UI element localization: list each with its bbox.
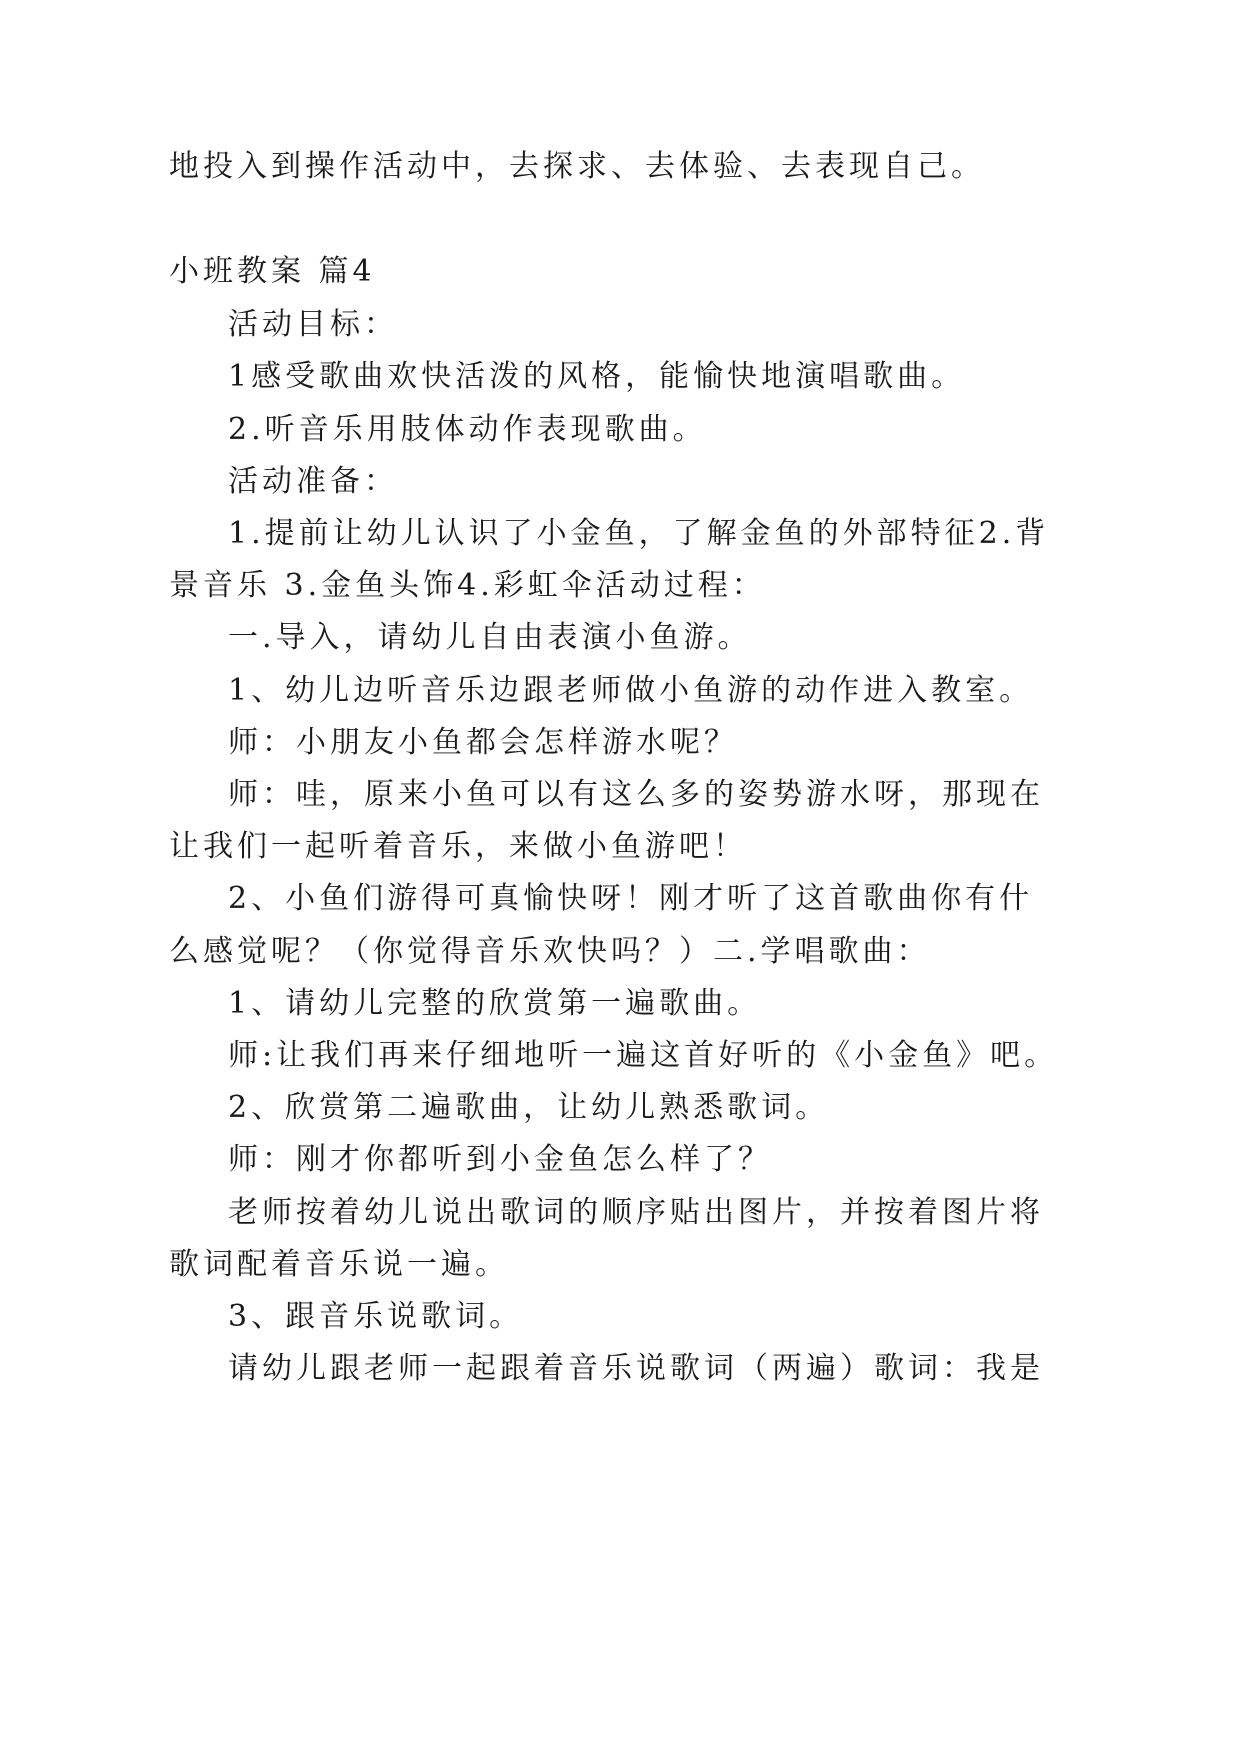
heading-activity-goals: 活动目标：: [228, 307, 398, 342]
teacher-line-2: 师：哇，原来小鱼可以有这么多的姿势游水呀，那现在: [228, 777, 1044, 812]
paragraph-continuation: 地投入到操作活动中，去探求、去体验、去表现自己。: [169, 149, 985, 184]
teacher-action: 老师按着幼儿说出歌词的顺序贴出图片，并按着图片将: [228, 1195, 1044, 1230]
step-1: 1、幼儿边听音乐边跟老师做小鱼游的动作进入教室。: [228, 673, 1034, 708]
teacher-line-1: 师：小朋友小鱼都会怎样游水呢？: [228, 725, 738, 760]
prep-line-1: 1.提前让幼儿认识了小金鱼，了解金鱼的外部特征2.背: [228, 516, 1050, 551]
section-heading: 小班教案 篇4: [169, 254, 376, 289]
teacher-line-3: 师:让我们再来仔细地听一遍这首好听的《小金鱼》吧。: [228, 1038, 1059, 1073]
heading-activity-prep: 活动准备：: [228, 464, 398, 499]
step-2-cont: 么感觉呢？（你觉得音乐欢快吗？）二.学唱歌曲：: [169, 934, 931, 969]
teacher-line-2-cont: 让我们一起听着音乐，来做小鱼游吧！: [169, 829, 747, 864]
step-intro: 一.导入，请幼儿自由表演小鱼游。: [228, 620, 752, 655]
lyrics-intro: 请幼儿跟老师一起跟着音乐说歌词（两遍）歌词：我是: [228, 1351, 1044, 1386]
sing-step-2: 2、欣赏第二遍歌曲，让幼儿熟悉歌词。: [228, 1090, 830, 1125]
sing-step-3: 3、跟音乐说歌词。: [228, 1299, 524, 1334]
teacher-action-cont: 歌词配着音乐说一遍。: [169, 1247, 509, 1282]
teacher-line-4: 师：刚才你都听到小金鱼怎么样了？: [228, 1142, 772, 1177]
goal-item-1: 1感受歌曲欢快活泼的风格，能愉快地演唱歌曲。: [228, 359, 966, 394]
step-2: 2、小鱼们游得可真愉快呀！刚才听了这首歌曲你有什: [228, 881, 1034, 916]
goal-item-2: 2.听音乐用肢体动作表现歌曲。: [228, 412, 707, 447]
sing-step-1: 1、请幼儿完整的欣赏第一遍歌曲。: [228, 986, 762, 1021]
prep-line-2: 景音乐 3.金鱼头饰4.彩虹伞活动过程：: [169, 568, 766, 603]
